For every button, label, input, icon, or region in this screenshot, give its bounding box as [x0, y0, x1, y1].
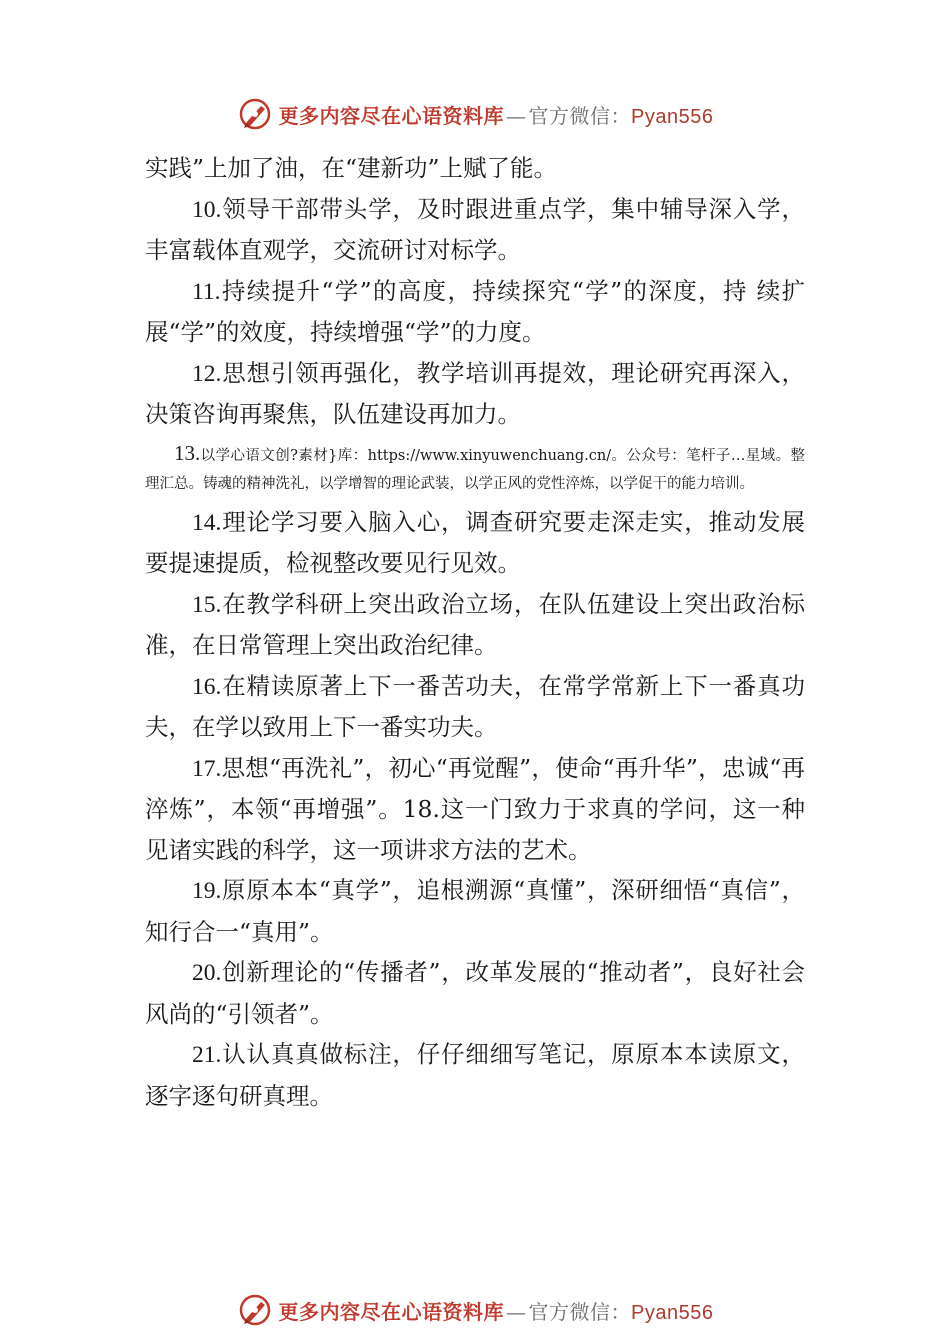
- list-item: 20.创新理论的“传播者”，改革发展的“推动者”，良好社会风尚的“引领者”。: [145, 958, 805, 1028]
- list-item: 12.思想引领再强化，教学培训再提效，理论研究再深入，决策咨询再聚焦，队伍建设再加力。: [145, 358, 805, 428]
- list-item: 17.思想“再洗礼”，初心“再觉醒”，使命“再升华”，忠诚“再淬炼”，本领“再增强”。18.这一门致力于求真的学问，这一种见诸实践的科学，这一项讲求方法的艺术。: [145, 753, 805, 864]
- document-body: [145, 148, 805, 1116]
- header-watermark: [0, 94, 950, 134]
- list-item-small: 13.以学心语文创?素材}库：https://www.xinyuwenchuang.cn/。公众号：笔杆子…星域。整理汇总。铸魂的精神洗礼，以学增智的理论武装，以学正风的党性淬炼，以学促干的能力培训。: [145, 440, 805, 492]
- footer-watermark: [0, 1290, 950, 1330]
- list-item: 10.领导干部带头学，及时跟进重点学，集中辅导深入学，丰富载体直观学，交流研讨对标学。: [145, 194, 805, 264]
- pen-logo-icon: [237, 1292, 273, 1328]
- list-item: 15.在教学科研上突出政治立场，在队伍建设上突出政治标准，在日常管理上突出政治纪律。: [145, 589, 805, 659]
- paragraph-continued: 实践”上加了油，在“建新功”上赋了能。: [145, 154, 558, 182]
- watermark-text: 更多内容尽在心语资料库 — 官方微信：Pyan556: [278, 1299, 714, 1324]
- list-item: 11.持续提升“学”的高度，持续探究“学”的深度，持 续扩展“学”的效度，持续增强“学”的力度。: [145, 276, 805, 346]
- list-item: 21.认认真真做标注，仔仔细细写笔记，原原本本读原文，逐字逐句研真理。: [145, 1040, 805, 1110]
- pen-logo-icon: [237, 96, 273, 132]
- list-item: 14.理论学习要入脑入心，调查研究要走深走实，推动发展要提速提质，检视整改要见行见效。: [145, 507, 805, 577]
- list-item: 16.在精读原著上下一番苦功夫，在常学常新上下一番真功夫，在学以致用上下一番实功夫。: [145, 671, 805, 741]
- list-item: 19.原原本本“真学”，追根溯源“真懂”，深研细悟“真信”，知行合一“真用”。: [145, 876, 805, 946]
- watermark-text: 更多内容尽在心语资料库 — 官方微信：Pyan556: [278, 103, 714, 128]
